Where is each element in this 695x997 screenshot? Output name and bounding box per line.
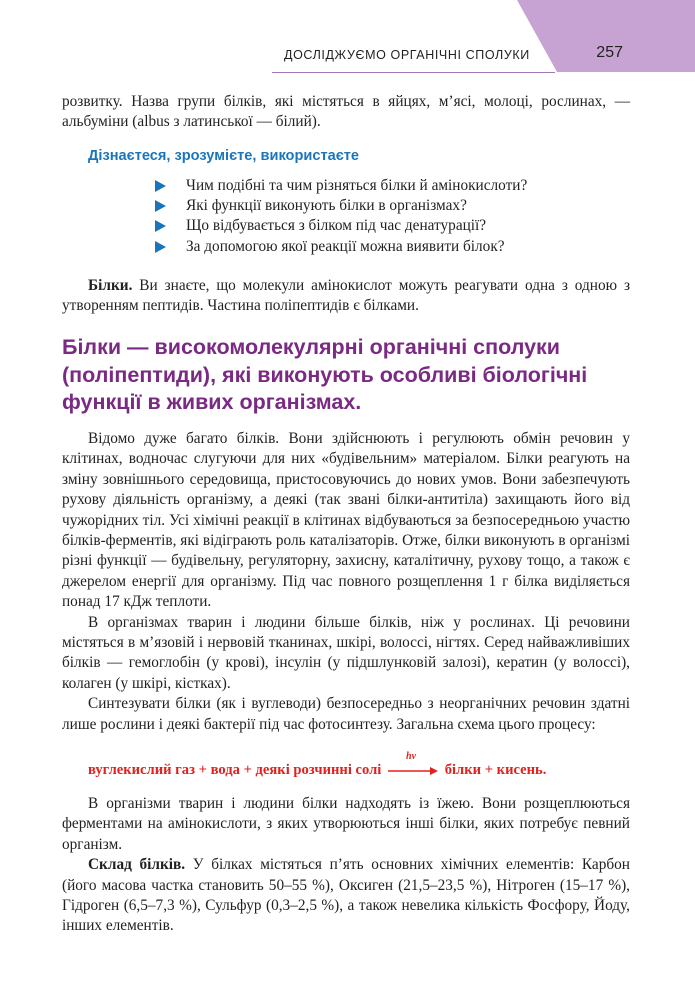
composition-label: Склад білків. <box>88 856 186 874</box>
composition-paragraph <box>62 855 630 937</box>
body-paragraph-3: Синтезувати білки (як і вуглеводи) безпосередньо з неорганічних речовин здатні лише рослини і деякі бактерії під час фотосинтезу. Загальна схема цього процесу: <box>62 695 630 733</box>
header-rule <box>272 72 555 73</box>
learn-list <box>186 176 626 257</box>
main-body <box>62 429 630 735</box>
arrow-label: hν <box>406 750 417 762</box>
triangle-bullet-icon <box>155 200 166 212</box>
learn-heading: Дізнаєтеся, зрозумієте, використаєте <box>88 148 360 164</box>
photosynthesis-scheme <box>88 750 547 779</box>
body-paragraph-1: Відомо дуже багато білків. Вони здійснюють і регулюють обмін речовин у клітинах, водночас слугуючи для них «будівельним» матеріалом. Білки реагують на зміну зовнішнього середовища, пристосовуючись до нових умов. Вони забезпечують рухову діяльність організму, а деякі (так звані білки-антитіла) захищають його від чужорідних тіл. Усі хімічні реакції в клітинах відбуваються за безпосередньою участю білків-ферментів, які відіграють роль каталізаторів. Отже, білки виконують в організмі різні функції — будівельну, регуляторну, захисну, каталітичну, рухову тощо, а також є джерелом енергії для організму. Під час повного розщеплення 1 г білка виділяється понад 17 кДж теплоти. <box>62 430 630 611</box>
composition-text: У білках містяться п’ять основних хімічних елементів: Карбон (його масова частка становить 50–55 %), Оксиген (21,5–23,5 %), Нітроген (15–17 %), Гідроген (6,5–7,3 %), Сульфур (0,3–2,5 %), а також невелика кількість Фосфору, Йоду, інших елементів. <box>62 856 630 935</box>
intro-paragraph <box>62 92 630 133</box>
list-item: Що відбувається з білком під час денатурації? <box>186 216 626 236</box>
intro-text: розвитку. Назва групи білків, які містяться в яйцях, м’ясі, молоці, рослинах, — альбуміни (albus з латинської — білий). <box>62 93 630 131</box>
proteins-paragraph <box>62 276 630 317</box>
body-paragraph-4: В організми тварин і людини білки надходять із їжею. Вони розщеплюються ферментами на амінокислоти, з яких утворюються інші білки, яких потребує певний організм. <box>62 795 630 853</box>
list-item: Які функції виконують білки в організмах? <box>186 196 626 216</box>
lower-body <box>62 794 630 937</box>
list-item: Чим подібні та чим різняться білки й амінокислоти? <box>186 176 626 196</box>
page-number: 257 <box>596 44 623 61</box>
body-paragraph-2: В організмах тварин і людини більше білків, ніж у рослинах. Ці речовини містяться в м’язовій і нервовій тканинах, шкірі, волоссі, нігтях. Серед найважливіших білків — гемоглобін (у крові), інсулін (у підшлунковій залозі), кератин (у волоссі), колаген (у шкірі, кістках). <box>62 613 630 692</box>
triangle-bullet-icon <box>155 180 166 192</box>
scheme-reactants: вуглекислий газ + вода + деякі розчинні солі <box>88 762 382 778</box>
scheme-products: білки + кисень. <box>444 762 547 778</box>
proteins-label: Білки. <box>88 277 133 294</box>
proteins-text: Ви знаєте, що молекули амінокислот можуть реагувати одна з одною з утворенням пептидів. Частина поліпептидів є білками. <box>62 277 630 315</box>
running-header: ДОСЛІДЖУЄМО ОРГАНІЧНІ СПОЛУКИ <box>284 48 530 62</box>
definition-heading: Білки — високомолекулярні органічні сполуки (поліпептиди), які виконують особливі біологічні функції в живих організмах. <box>62 335 588 415</box>
triangle-bullet-icon <box>155 220 166 232</box>
triangle-bullet-icon <box>155 241 166 253</box>
reaction-arrow-icon <box>387 750 439 778</box>
list-item: За допомогою якої реакції можна виявити білок? <box>186 237 626 257</box>
